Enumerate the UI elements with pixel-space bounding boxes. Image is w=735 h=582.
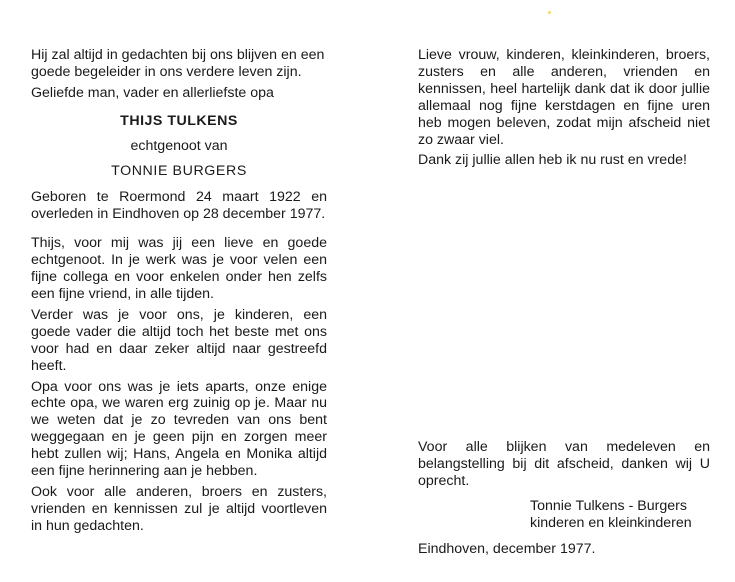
body-paragraph: Thijs, voor mij was jij een lieve en goede echtgenoot. In je werk was je voor velen een fijne collega en voor enkelen onder hen zelfs een fijne vriend, in alle tijden. [31,235,327,302]
birth-death-details: Geboren te Roermond 24 maart 1922 en overleden in Eindhoven op 28 december 1977. [31,189,327,223]
thanks-note: Voor alle blijken van medeleven en belangstelling bij dit afscheid, danken wij U oprecht. [418,439,710,489]
body-paragraph: Verder was je voor ons, je kinderen, een goede vader die altijd toch het beste met ons voor had en daar zeker altijd naar gestreefd heeft. [31,306,327,374]
signature-line: Tonnie Tulkens - Burgers [530,498,687,514]
right-column [418,47,710,173]
body-paragraph: Ook voor alle anderen, broers en zusters, vrienden en kennissen zul je altijd voortleven in hun gedachten. [31,483,327,534]
signature-line: kinderen en kleinkinderen [530,514,692,531]
spouse-name: TONNIE BURGERS [111,162,247,179]
farewell-message: Lieve vrouw, kinderen, kleinkinderen, broers, zusters en alle anderen, vrienden en kennissen, heel hartelijk dank dat ik door jullie allemaal nog fijne kerstdagen en fijne uren heb mogen beleven, zodat mijn afscheid niet zo zwaar viel. [418,47,710,148]
farewell-closing: Dank zij jullie allen heb ik nu rust en vrede! [418,152,687,169]
decorative-dot [548,11,551,14]
deceased-name: THIJS TULKENS [120,112,238,129]
signature-block [530,498,692,532]
body-paragraph: Opa voor ons was je iets aparts, onze enige echte opa, we waren erg zuinig op je. Maar nu we weten dat je zo tevreden van ons bent weggegaan en je geen pijn en zorgen meer hebt zullen wij; Hans, Angela en Monika altijd een fijne herinnering aan je hebben. [31,378,327,480]
intro-verse: Hij zal altijd in gedachten bij ons blijven en een goede begeleider in ons verdere leven zijn. [31,47,325,80]
intro-dedication: Geliefde man, vader en allerliefste opa [31,84,274,101]
place-date: Eindhoven, december 1977. [418,541,596,557]
spouse-of-label: echtgenoot van [130,137,228,154]
left-column [31,47,327,539]
